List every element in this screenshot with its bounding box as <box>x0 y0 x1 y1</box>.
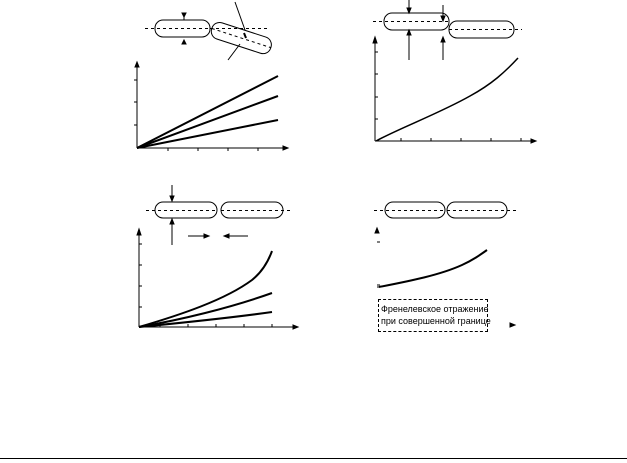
bottom-rule <box>0 458 627 459</box>
fiber-left-bottom-right <box>374 202 445 218</box>
fiber-right-bottom-left <box>221 202 291 218</box>
fiber-right-top-right <box>449 21 522 38</box>
curve-bl-shallow <box>139 312 272 327</box>
fiber-left-top-right <box>373 13 449 30</box>
tilt-pointer-lines <box>228 2 246 60</box>
curve-tl-steep <box>137 76 278 148</box>
panel-bottom-left <box>137 185 298 329</box>
panel-top-right <box>373 0 536 143</box>
fresnel-caption-box <box>378 299 491 332</box>
fiber-left-bottom-left <box>146 202 217 218</box>
caption-line-1: Френелевское отражение <box>381 304 489 314</box>
curves-top-left <box>137 76 278 148</box>
fiber-straight-top-left <box>145 20 270 37</box>
curve-tr <box>376 58 518 141</box>
gap-arrows-bottom-left <box>170 185 248 245</box>
caption-line-2: при совершенной границе <box>381 316 491 326</box>
curve-tl-mid <box>137 96 278 148</box>
axes-bottom-left <box>137 229 298 329</box>
fiber-tilted-top-left <box>209 20 273 55</box>
curves-bottom-left <box>139 251 272 327</box>
fiber-right-bottom-right <box>447 202 517 218</box>
curve-tl-shallow <box>137 120 278 148</box>
panel-top-left <box>134 2 288 151</box>
axes-top-right <box>373 37 536 143</box>
curve-br <box>379 250 487 287</box>
